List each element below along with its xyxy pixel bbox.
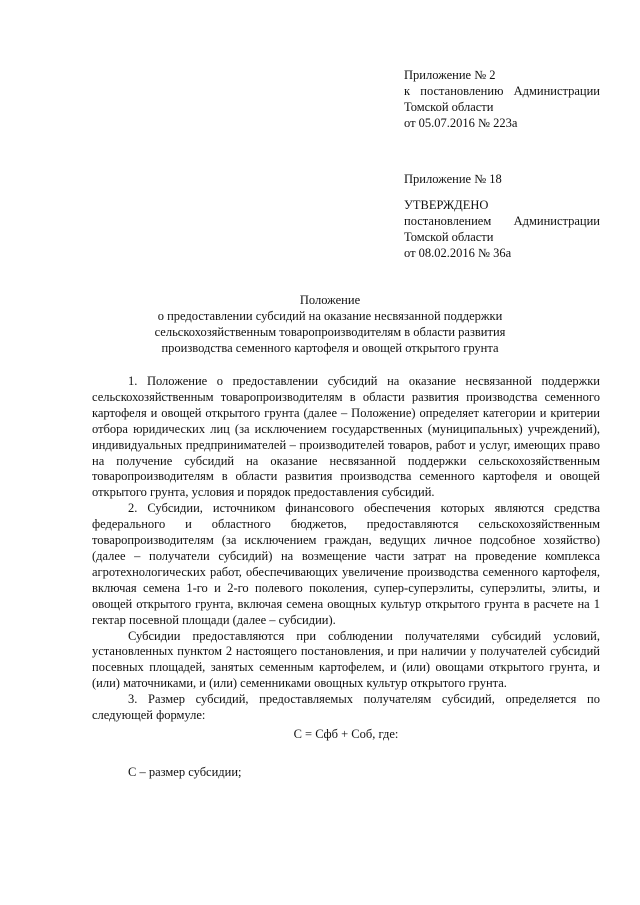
- title-line: сельскохозяйственным товаропроизводителям в области развития: [154, 325, 506, 339]
- appendix-2-header: [404, 67, 600, 131]
- title-line: производства семенного картофеля и овощей открытого грунта: [161, 341, 499, 355]
- approval-region: Томской области: [404, 230, 494, 244]
- subsidy-formula: С = Сфб + Соб, где:: [293, 726, 399, 741]
- appendix-date: от 05.07.2016 № 223а: [404, 116, 518, 130]
- approval-date: от 08.02.2016 № 36а: [404, 246, 512, 260]
- approval-reference: постановлением Администрации: [404, 214, 600, 228]
- document-title: [60, 292, 600, 356]
- document-body: [92, 374, 600, 781]
- appendix-number: Приложение № 18: [404, 172, 502, 186]
- formula-definition: С – размер субсидии;: [128, 764, 242, 779]
- paragraph-4: 3. Размер субсидий, предоставляемых получателям субсидий, определяется по следующей формуле:: [92, 692, 600, 723]
- paragraph-3: Субсидии предоставляются при соблюдении получателями субсидий условий, установленных пунктом 2 настоящего постановления, и при наличии у получателей субсидий посевных площадей, занятых семенным картофелем, и (или) овощами открытого грунта, и (или) маточниками, и (или) семенниками овощных культур открытого грунта.: [92, 628, 600, 691]
- appendix-reference: к постановлению Администрации: [404, 84, 600, 98]
- title-line: Положение: [299, 293, 361, 307]
- appendix-18-number: [404, 171, 600, 187]
- paragraph-1: 1. Положение о предоставлении субсидий на оказание несвязанной поддержки сельскохозяйственным товаропроизводителям в области развития производства семенного картофеля и овощей открытого грунта (далее – Положение) определяет категории и критерии отбора юридических лиц (за исключением государственных (муниципальных) учреждений), индивидуальных предпринимателей – производителей товаров, работ и услуг, имеющих право на получение субсидий на оказание несвязанной поддержки сельскохозяйственным товаропроизводителям в области развития производства семенного картофеля и овощей открытого грунта, условия и порядок предоставления субсидий.: [92, 374, 600, 500]
- title-line: о предоставлении субсидий на оказание несвязанной поддержки: [157, 309, 503, 323]
- approval-header: [404, 197, 600, 261]
- paragraph-2: 2. Субсидии, источником финансового обеспечения которых являются средства федерального и областного бюджетов, предоставляются сельскохозяйственным товаропроизводителям (за исключением граждан, ведущих личное подсобное хозяйство) (далее – получатели субсидий) на возмещение части затрат на проведение комплекса агротехнологических работ, обеспечивающих увеличение производства семенного картофеля, включая семена 1-го и 2-го полевого поколения, супер-суперэлиты, суперэлиты, элиты, и овощей открытого грунта, включая семена овощных культур открытого грунта в расчете на 1 гектар посевной площади (далее – субсидии).: [92, 501, 600, 627]
- appendix-region: Томской области: [404, 100, 494, 114]
- approved-label: УТВЕРЖДЕНО: [404, 198, 489, 212]
- appendix-number: Приложение № 2: [404, 68, 496, 82]
